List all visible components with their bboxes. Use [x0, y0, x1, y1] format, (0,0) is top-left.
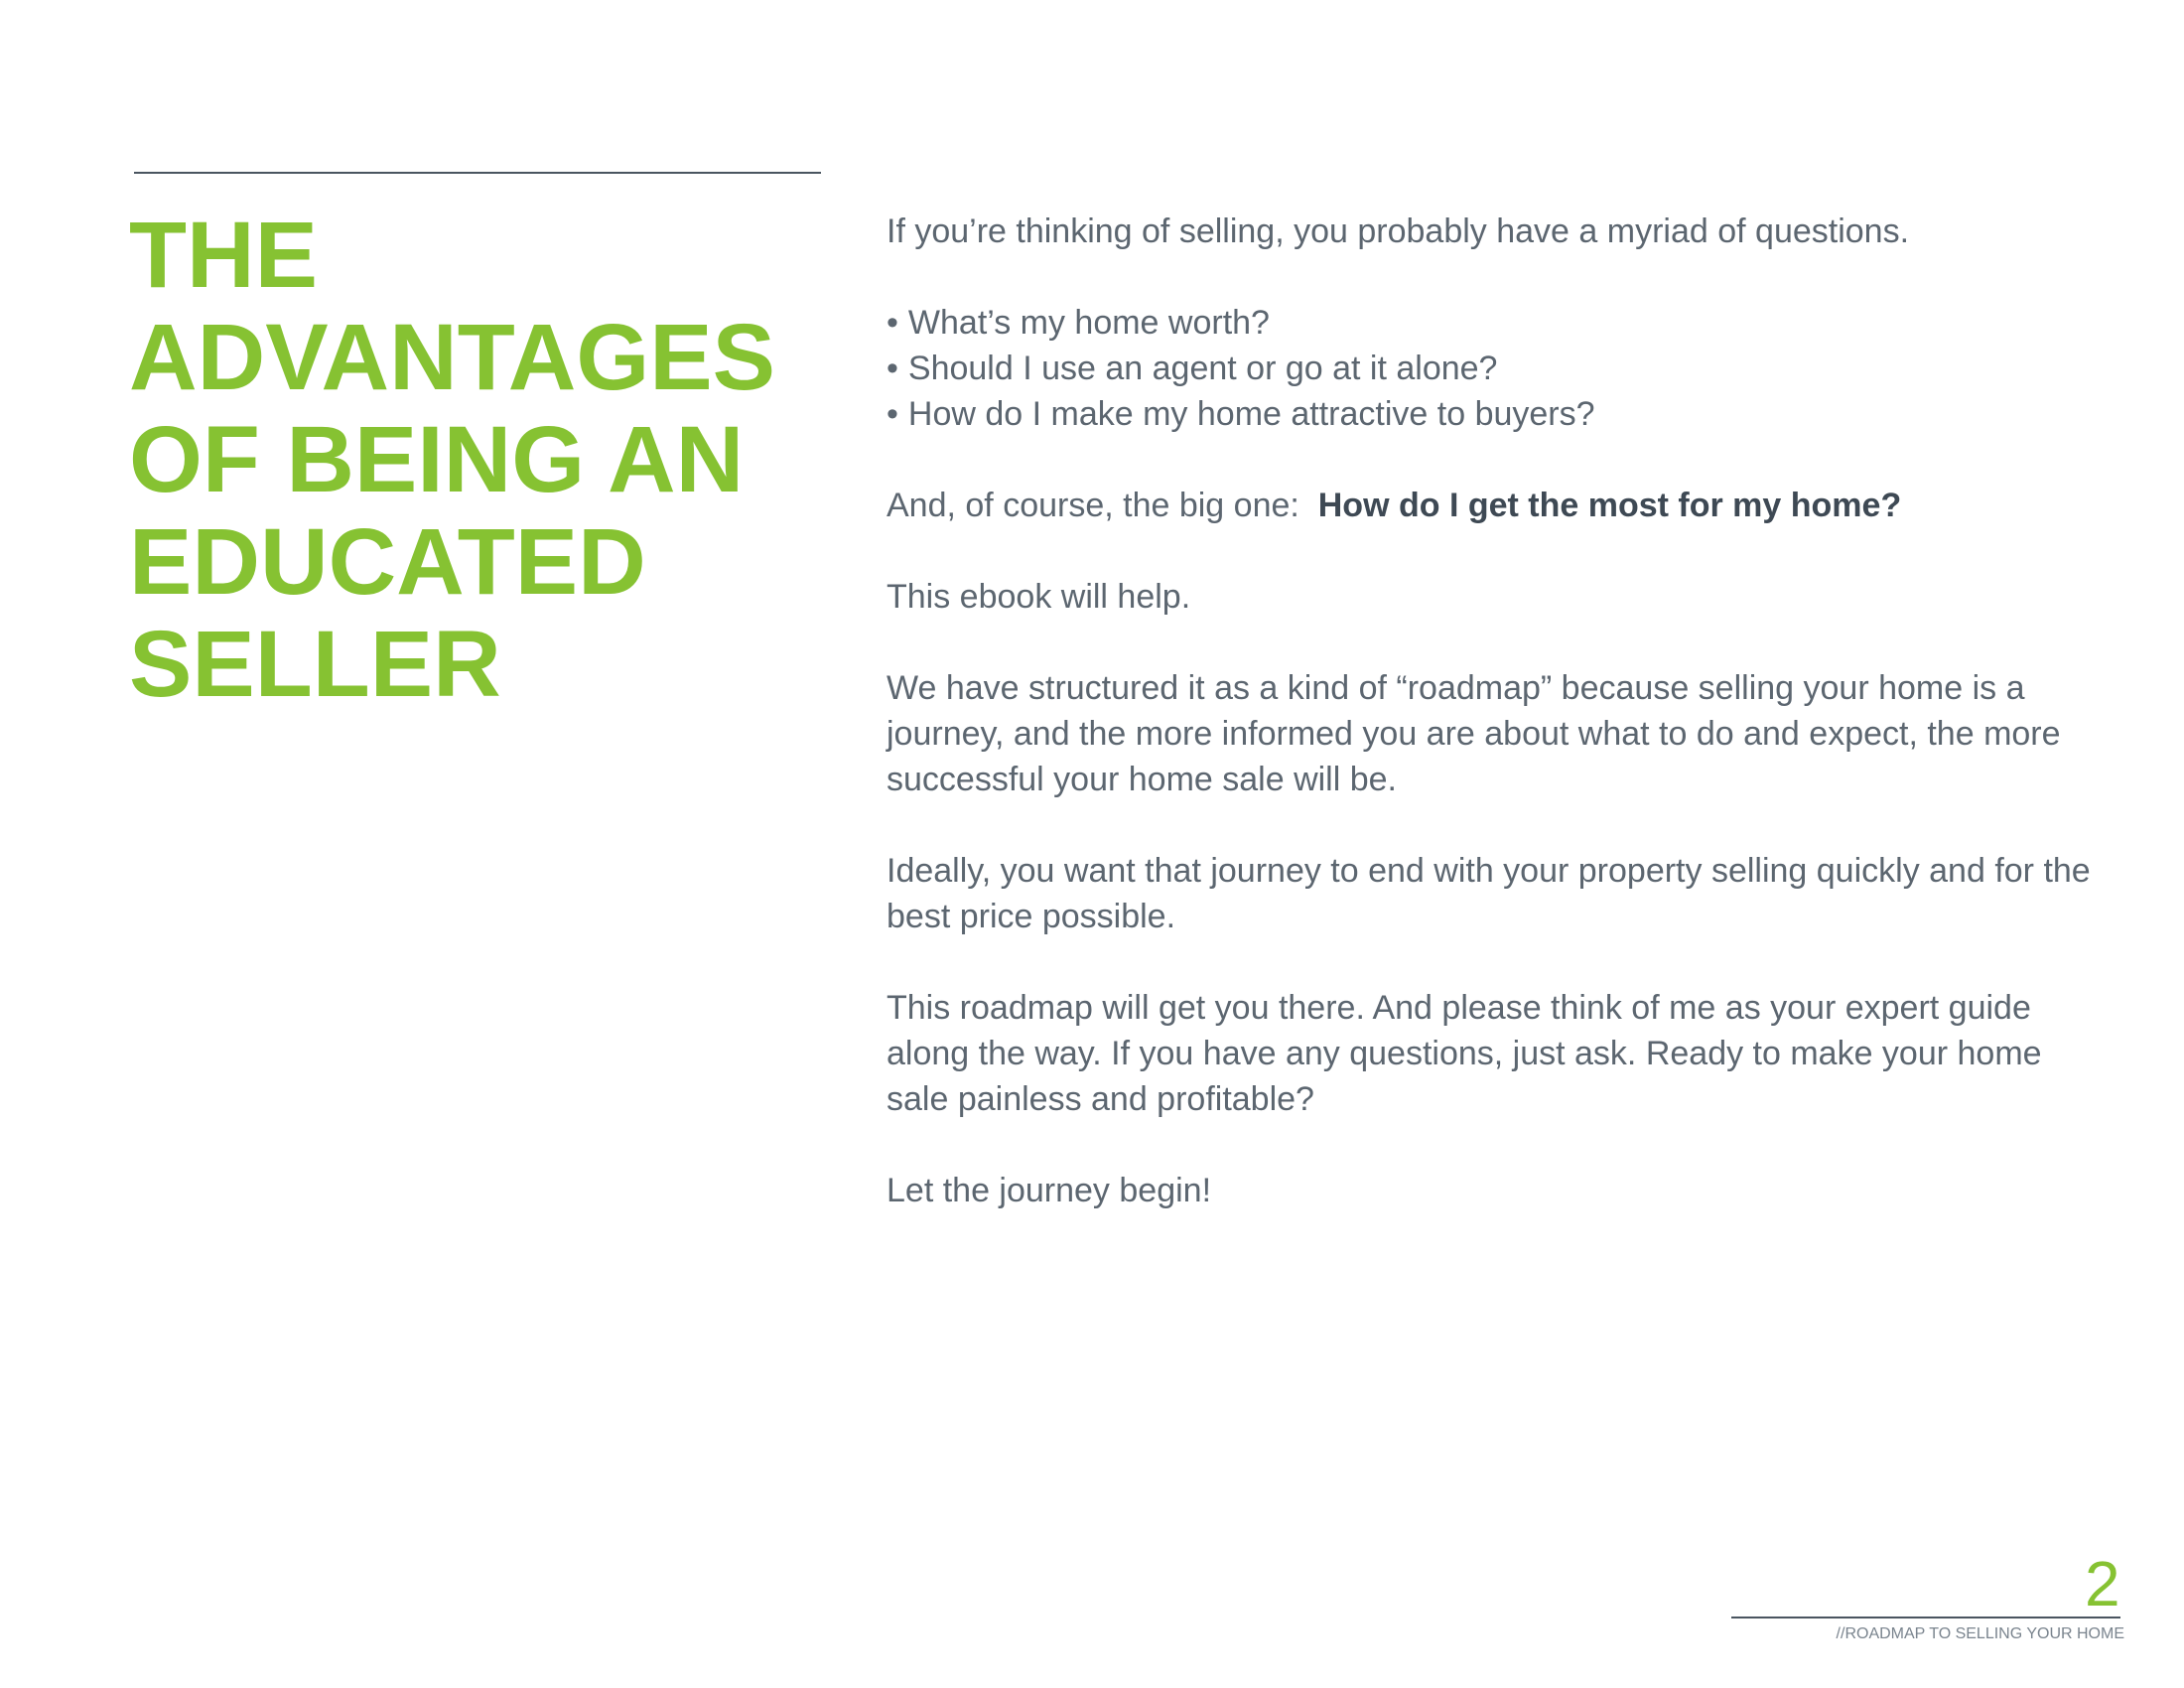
footer-label: //ROADMAP TO SELLING YOUR HOME: [1836, 1625, 2124, 1642]
big-question-paragraph: [887, 483, 2108, 528]
question-list: [887, 300, 2108, 437]
help-paragraph: This ebook will help.: [887, 578, 1191, 616]
big-question: How do I get the most for my home?: [1317, 487, 1902, 524]
ideally-paragraph: Ideally, you want that journey to end with your property selling quickly and for the best price possible.: [887, 852, 2091, 935]
title-line-3: OF BEING AN: [129, 407, 745, 512]
bullet-icon: •: [887, 304, 898, 342]
bullet-icon: •: [887, 350, 898, 387]
question-text: How do I make my home attractive to buyers?: [907, 395, 1595, 433]
title-line-1: THE: [129, 203, 318, 308]
intro-paragraph: If you’re thinking of selling, you probably have a myriad of questions.: [887, 212, 1910, 250]
title-line-4: EDUCATED: [129, 509, 646, 615]
roadmap-paragraph: We have structured it as a kind of “roadmap” because selling your home is a journey, and the more informed you are about what to do and expect, the more successful your home sale will be.: [887, 669, 2061, 798]
title-line-5: SELLER: [129, 612, 501, 717]
bullet-icon: •: [887, 395, 898, 433]
title-line-2: ADVANTAGES: [129, 305, 775, 410]
guide-paragraph: This roadmap will get you there. And please think of me as your expert guide along the way. If you have any questions, just ask. Ready to make your home sale painless and profitable?: [887, 989, 2042, 1118]
question-text: Should I use an agent or go at it alone?: [907, 350, 1498, 387]
body-text: [887, 209, 2108, 1259]
list-item: [887, 300, 2108, 346]
page-title: [129, 205, 844, 716]
question-text: What’s my home worth?: [907, 304, 1270, 342]
closing-paragraph: Let the journey begin!: [887, 1172, 1212, 1209]
page-number: 2: [2085, 1548, 2120, 1619]
top-divider: [134, 172, 821, 174]
list-item: [887, 346, 2108, 391]
list-item: [887, 391, 2108, 437]
footer-divider: [1731, 1617, 2120, 1618]
big-question-prefix: And, of course, the big one:: [887, 487, 1299, 524]
